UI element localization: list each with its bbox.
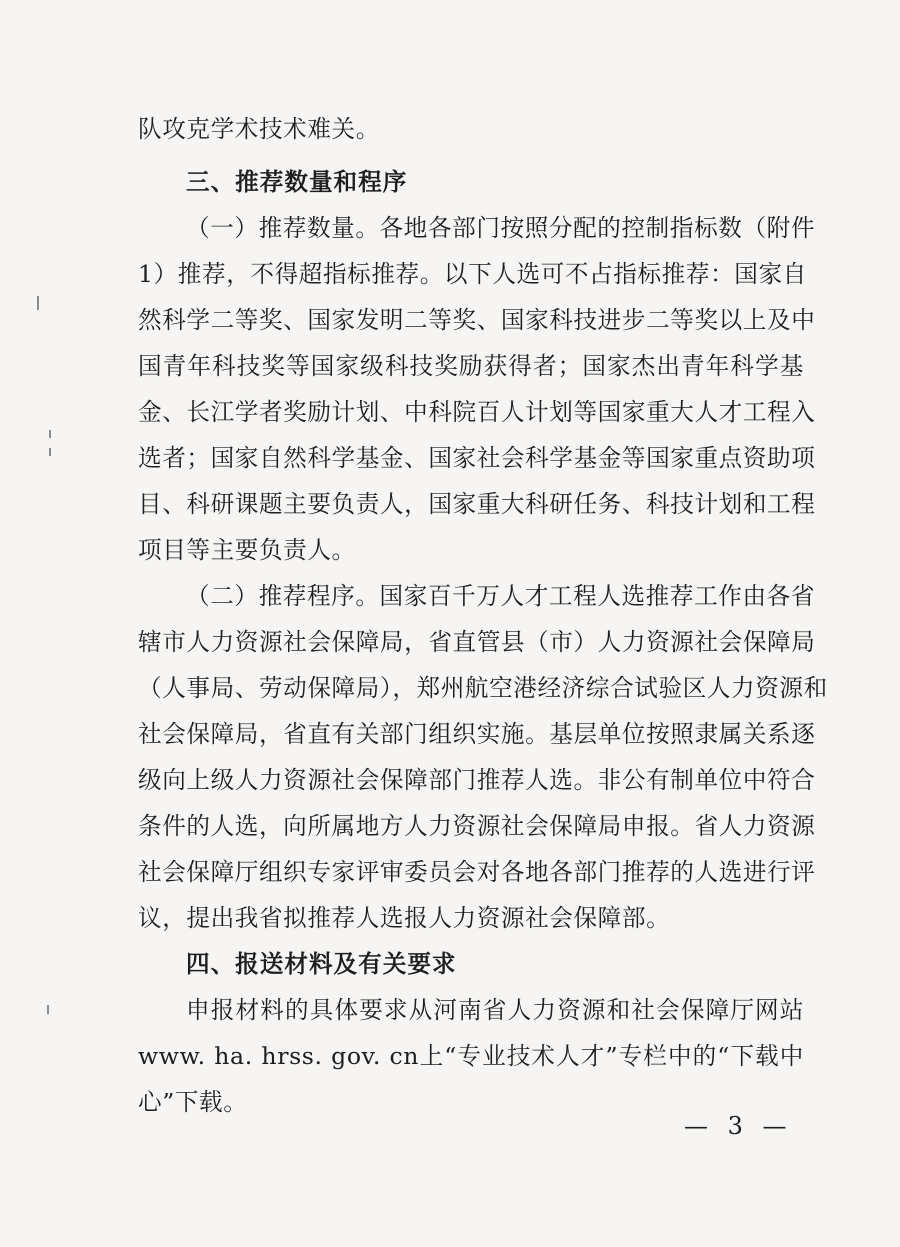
paragraph-line: 社会保障局，省直有关部门组织实施。基层单位按照隶属关系逐 xyxy=(138,720,816,748)
paragraph-line: 辖市人力资源社会保障局，省直管县（市）人力资源社会保障局 xyxy=(138,628,816,656)
binding-mark xyxy=(47,1005,49,1014)
paragraph-line: 议，提出我省拟推荐人选报人力资源社会保障部。 xyxy=(138,904,671,932)
binding-mark xyxy=(37,296,39,310)
page-number: — 3 — xyxy=(684,1112,793,1140)
paragraph-line: （人事局、劳动保障局），郑州航空港经济综合试验区人力资源和 xyxy=(138,674,828,702)
paragraph-line: 选者；国家自然科学基金、国家社会科学基金等国家重点资助项 xyxy=(138,444,816,472)
paragraph-line: 队攻克学术技术难关。 xyxy=(138,115,380,143)
paragraph-line: 项目等主要负责人。 xyxy=(138,536,356,564)
paragraph-line: 社会保障厅组织专家评审委员会对各地各部门推荐的人选进行评 xyxy=(138,858,816,886)
paragraph-line: www. ha. hrss. gov. cn上“专业技术人才”专栏中的“下载中 xyxy=(138,1042,804,1070)
paragraph-line: 条件的人选，向所属地方人力资源社会保障局申报。省人力资源 xyxy=(138,812,816,840)
paragraph-line: （一）推荐数量。各地各部门按照分配的控制指标数（附件 xyxy=(186,214,816,242)
binding-mark xyxy=(49,430,51,438)
paragraph-line: （二）推荐程序。国家百千万人才工程人选推荐工作由各省 xyxy=(186,582,816,610)
section-heading: 四、报送材料及有关要求 xyxy=(186,950,457,978)
paragraph-line: 级向上级人力资源社会保障部门推荐人选。非公有制单位中符合 xyxy=(138,766,816,794)
paragraph-line: 目、科研课题主要负责人，国家重大科研任务、科技计划和工程 xyxy=(138,490,816,518)
paragraph-line: 申报材料的具体要求从河南省人力资源和社会保障厅网站 xyxy=(186,996,804,1024)
paragraph-line: 心”下载。 xyxy=(138,1088,248,1116)
paragraph-line: 1）推荐，不得超指标推荐。以下人选可不占指标推荐：国家自 xyxy=(138,260,807,288)
paragraph-line: 金、长江学者奖励计划、中科院百人计划等国家重大人才工程入 xyxy=(138,398,816,426)
paragraph-line: 国青年科技奖等国家级科技奖励获得者；国家杰出青年科学基 xyxy=(138,352,804,380)
section-heading: 三、推荐数量和程序 xyxy=(186,168,408,196)
binding-mark xyxy=(49,448,51,456)
paragraph-line: 然科学二等奖、国家发明二等奖、国家科技进步二等奖以上及中 xyxy=(138,306,816,334)
